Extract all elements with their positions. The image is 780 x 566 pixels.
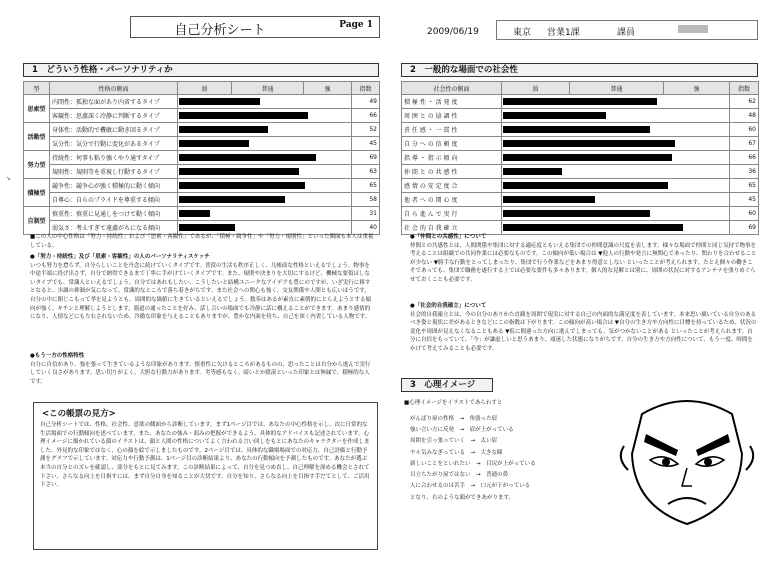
sociability-row xyxy=(402,109,759,123)
row-aspect: 積 極 性 ・ 活 発 度 xyxy=(402,95,502,109)
row-bar-cell xyxy=(178,193,352,207)
row-aspect: 規則性：規則等を重視し行動するタイプ xyxy=(50,165,178,179)
row-bar-cell xyxy=(178,151,352,165)
col2-score: 指数 xyxy=(730,82,759,95)
sociability-row xyxy=(402,137,759,151)
row-aspect: 周 囲 と の 協 調 性 xyxy=(402,109,502,123)
other-trait-heading: ●もう一方の性格特性 xyxy=(30,353,85,359)
row-score: 58 xyxy=(352,193,380,207)
image-description-line: がんばり屋の性格 → 角張った眉 xyxy=(410,416,498,422)
score-bar xyxy=(179,98,260,105)
row-aspect: 競争性：競争心が強く積極的に動く傾向 xyxy=(50,179,178,193)
row-score: 67 xyxy=(730,137,759,151)
sociability-row xyxy=(402,151,759,165)
sociability-row xyxy=(402,193,759,207)
ego-heading: ●「社会的自我確立」について xyxy=(410,303,487,309)
personality-row xyxy=(24,193,380,207)
col2-normal: 普通 xyxy=(570,82,664,95)
image-description-line: 強い言い方に反発 → 眉が上がっている xyxy=(410,427,514,434)
row-score: 52 xyxy=(352,123,380,137)
personality-row xyxy=(24,95,380,109)
sociability-row xyxy=(402,165,759,179)
score-bar xyxy=(503,210,650,217)
row-score: 45 xyxy=(352,137,380,151)
row-type: 努力型 xyxy=(24,151,50,179)
row-score: 40 xyxy=(352,221,380,235)
row-bar-cell xyxy=(178,207,352,221)
row-aspect: 身体性：活動的で機敏に動き回るタイプ xyxy=(50,123,178,137)
col-aspect: 性格の側面 xyxy=(50,82,178,95)
section2-heading: 2 一般的な場面での社会性 xyxy=(401,63,758,77)
position-label: 課員 xyxy=(617,28,636,38)
ego-body: 社会的自我確立とは、今の自分のありかた直観を周囲で現実に対する自己の内面的な満足度を表しています。本来思い描いている自分のあるべき姿と現状に差があるときなどにこの指数は下がります。この傾向が高い場合は ▼自分の生き方や方向性に目標を持っているため、状況の変化や周囲が見えなくなることもある ▼仮に間違った方向に進んでしまっても、気がつかないことがある といったことが考えられます。自分に自信をもっていて、「今」が謙虚しいと思うあまり、頑迷した状態になりがちです。自分の生き方や方向性について、もう一度、時間をかけて考えてみることも必要です。 xyxy=(410,311,757,352)
score-bar xyxy=(503,126,650,133)
row-type: 積極型 xyxy=(24,179,50,207)
section3-heading: 3 心理イメージ xyxy=(401,378,493,392)
personality-table-header xyxy=(24,82,380,95)
image-description-line: 目立ちたがり屋ではない → 普通の鼻 xyxy=(410,472,509,479)
how-to-read-body: 自己分析シートでは、性格、社会性、意欲の側面から診断しています。まず1ページ目では、あなたの中心性格を示し、次に日常的な生活場面での行動傾向を述べています。また、あなたの強み・弱みの把握ができるよう、具体的なアドバイスも記述されています。心理イメージに描かれている顔のイラストは、顔と人間の性格についてよく言われる言い回しをもとにあなたのキャラクターを作成しました。外見的な印象ではなく、心の顔を絵で示しましたものです。2ページ目では、具体的な職場場面での対応力、自己評価と行動予測をグラフで示しています。対応力や行動予測は、1ページ目の診断結果より、あなたの行動傾向を予測したものです。あなたが選ぶ本当の自分とのズレを確認し、部分をもとに見てみます。この診断結果によって、自分を見つめ直し、自己理解を深める機会とされて下さい。さらなる向上を目指すには、まず自分自身を知ることが大切です。自分を知り、さらなる向上を目指す手だてとして、ご活用下さい。 xyxy=(40,422,370,489)
score-bar xyxy=(503,140,675,147)
row-bar-cell xyxy=(178,179,352,193)
row-score: 60 xyxy=(730,123,759,137)
col2-aspect: 社会性の側面 xyxy=(402,82,502,95)
row-bar-cell xyxy=(502,109,730,123)
row-aspect: 指 導 ・ 指 示 傾 向 xyxy=(402,151,502,165)
row-score: 69 xyxy=(730,221,759,235)
image-description-line: 新しいことをといれたい → 目尻が上がっている xyxy=(410,460,536,467)
col-strong: 強 xyxy=(304,82,352,95)
score-bar xyxy=(503,98,657,105)
row-aspect: 気分性：気分で行動に変化があるタイプ xyxy=(50,137,178,151)
personality-row xyxy=(24,207,380,221)
section2-empathy xyxy=(410,233,758,285)
department-label: 営業1課 xyxy=(547,28,580,38)
margin-mark: ↘ xyxy=(6,175,12,182)
section2-ego xyxy=(410,302,758,354)
personality-row xyxy=(24,165,380,179)
row-bar-cell xyxy=(502,137,730,151)
sketch-body: いつも努力を怠らず、自分らしいことを丹念に続けていくタイプです。普段の生活も秩序正しく、几帳面な性格といえるでしょう。物事を中途半端に投げ出さず、自分で納得できるまで丁寧に手がけていくタイプです。また、規則や決まりを大切にするけど、機械な要領はしないタイプでも、常識人といえるでしょう。自分ではあれもしたい、こうしたいと結構ユニークなアイデアも豊にのですが、いざ実行に移すとなると、歩調の抑制が気になって、常識的なところで落ち着きがちです。また社会への関心も強く、交友関係や人間とも広いほうです。自分の中に閉じこもって孝を見ようとも、周囲的な価値に生きているといえるでしょう。数奉はあるが素直に素朝的にとらえようとする傾向が強く、キチンと理解しようとします。器道の通ったことを好み、話し合いの場面でも冷静に話に構えることができます。あまり感情的になり、人情などにも左右されないため、冷徹な印象を与えることもありますが、豊かな内面を持ち、自己を深く内省している人物です。 xyxy=(30,262,371,321)
row-bar-cell xyxy=(502,123,730,137)
row-score: 65 xyxy=(730,179,759,193)
row-aspect: 自 ら 進 ん で 実 行 xyxy=(402,207,502,221)
page-number: Page 1 xyxy=(339,20,373,30)
score-bar xyxy=(503,182,668,189)
col-normal: 普通 xyxy=(232,82,304,95)
row-bar-cell xyxy=(502,165,730,179)
row-bar-cell xyxy=(178,165,352,179)
row-bar-cell xyxy=(502,95,730,109)
row-aspect: 仲 間 と の 共 感 性 xyxy=(402,165,502,179)
score-bar xyxy=(503,112,606,119)
page-title: 自己分析シート xyxy=(174,23,266,38)
row-bar-cell xyxy=(502,193,730,207)
row-bar-cell xyxy=(502,179,730,193)
col-score: 指数 xyxy=(352,82,380,95)
score-bar xyxy=(179,210,210,217)
row-aspect: 自尊心：自らのプライドを尊重する傾向 xyxy=(50,193,178,207)
personality-row xyxy=(24,151,380,165)
section3-intro: ■心理イメージをイラストであらわすと xyxy=(404,400,503,406)
row-score: 31 xyxy=(352,207,380,221)
col2-weak: 弱 xyxy=(502,82,570,95)
how-to-read-title: <この帳票の見方> xyxy=(42,409,116,419)
section1-heading: 1 どういう性格・パーソナリティか xyxy=(23,63,379,77)
row-aspect: 社 会 的 自 我 確 立 xyxy=(402,221,502,235)
section1-other-trait xyxy=(30,352,375,386)
row-aspect: 他 者 へ の 関 心 度 xyxy=(402,193,502,207)
score-bar xyxy=(179,224,235,231)
row-score: 66 xyxy=(352,109,380,123)
section1-summary: ■この人の中心性格は「努力・持続性」および「思索・客観性」であるが、「積極・競争性」や「努力・規則性」といった側面も本人は重視している。 xyxy=(30,234,374,249)
row-aspect: 慎重性：慎重に見通しをつけて動く傾向 xyxy=(50,207,178,221)
score-bar xyxy=(503,224,683,231)
row-aspect: 責 任 感 ・ 一 貫 性 xyxy=(402,123,502,137)
row-score: 66 xyxy=(730,151,759,165)
score-bar xyxy=(179,196,285,203)
row-score: 63 xyxy=(352,165,380,179)
personality-row xyxy=(24,179,380,193)
row-bar-cell xyxy=(502,207,730,221)
row-score: 45 xyxy=(730,193,759,207)
row-score: 62 xyxy=(730,95,759,109)
col-type: 型 xyxy=(24,82,50,95)
score-bar xyxy=(503,154,672,161)
score-bar xyxy=(179,168,299,175)
score-bar xyxy=(179,112,308,119)
face-illustration xyxy=(612,394,762,534)
how-to-read-box xyxy=(33,402,378,550)
section1-sketch xyxy=(30,253,375,322)
empathy-heading: ●「仲間との共感性」について xyxy=(410,234,487,240)
row-score: 49 xyxy=(352,95,380,109)
row-bar-cell xyxy=(178,109,352,123)
other-trait-body: 自分に自信があり、強を張って生きているような印象があります。慎重性に欠けるところがあるものの、思ったことは自分から進んで実行していく良さがあります。思い切りがよく、大胆な行動力があります。劣等感もなく、暗いとか陰湿といった印象とは無縁で、積極的な人です。 xyxy=(30,361,371,385)
row-bar-cell xyxy=(178,95,352,109)
row-aspect: 弱気さ：考えすぎて遠慮がちになる傾向 xyxy=(50,221,178,235)
row-score: 65 xyxy=(352,179,380,193)
report-date: 2009/06/19 xyxy=(427,27,479,37)
image-description-list xyxy=(410,414,610,492)
row-type: 思索型 xyxy=(24,95,50,123)
score-bar xyxy=(503,168,562,175)
row-score: 69 xyxy=(352,151,380,165)
row-bar-cell xyxy=(502,151,730,165)
sociability-row xyxy=(402,207,759,221)
row-type: 自制型 xyxy=(24,207,50,235)
row-score: 60 xyxy=(730,207,759,221)
image-description-line: ヤル気みなぎっている → 大きな瞳 xyxy=(410,449,503,456)
row-type: 活動型 xyxy=(24,123,50,151)
col2-strong: 強 xyxy=(664,82,730,95)
row-aspect: 持続性：何事も粘り強くやり通すタイプ xyxy=(50,151,178,165)
row-score: 36 xyxy=(730,165,759,179)
score-bar xyxy=(179,154,316,161)
score-bar xyxy=(179,140,249,147)
row-aspect: 内閉性：孤独な面があり内省するタイプ xyxy=(50,95,178,109)
sociability-row xyxy=(402,179,759,193)
row-aspect: 客観性：思慮深く冷静に判断するタイプ xyxy=(50,109,178,123)
employee-info-box xyxy=(496,20,758,40)
score-bar xyxy=(179,182,305,189)
personality-table xyxy=(23,81,380,235)
location-label: 東京 xyxy=(513,28,532,38)
personality-row xyxy=(24,109,380,123)
row-bar-cell xyxy=(178,123,352,137)
sketch-heading: ●「努力・持続性」及び「思索・客観性」の人のパーソナリティスケッチ xyxy=(30,254,210,260)
personality-row xyxy=(24,137,380,151)
sociability-table xyxy=(401,81,759,235)
sociability-row xyxy=(402,123,759,137)
section3-outro: となり、右のような顔ができあがります。 xyxy=(410,495,515,501)
image-description-line: 人に合わせるのは苦手 → 口元が下がっている xyxy=(410,483,531,490)
score-bar xyxy=(179,126,268,133)
empathy-body: 仲間との共感性とは、人間関係や集団に対する適応度ともいえる集団での仲間意識の尺度を表します。様々な場面で仲間と同じ気持で物事を考えることは組織での共同作業には必要なものです。この傾向が低い場合は ▼他人の行動や発言に無関心であったり、関わりを合わせることが少ない ▼勝手な行動をとってしまったり、集団で行う作業などをあまり得意としない といったことが考えられます。たとえ個々の働きこそであっても、集団で職務を遂行する上では必要な要件も多々あります。個人的な見解とは別に、周囲の状況に対するアンテナを張りめぐらせておくことも必要です。 xyxy=(410,242,757,283)
row-score: 48 xyxy=(730,109,759,123)
sociability-table-header xyxy=(402,82,759,95)
row-bar-cell xyxy=(178,137,352,151)
title-box xyxy=(130,16,380,38)
redacted-name xyxy=(678,25,708,33)
personality-row xyxy=(24,123,380,137)
row-aspect: 感 情 の 安 定 度 合 xyxy=(402,179,502,193)
row-aspect: 自 分 へ の 信 頼 度 xyxy=(402,137,502,151)
image-description-line: 周囲を引っ張っていく → 太い眉 xyxy=(410,438,498,445)
score-bar xyxy=(503,196,595,203)
sociability-row xyxy=(402,95,759,109)
col-weak: 弱 xyxy=(178,82,232,95)
